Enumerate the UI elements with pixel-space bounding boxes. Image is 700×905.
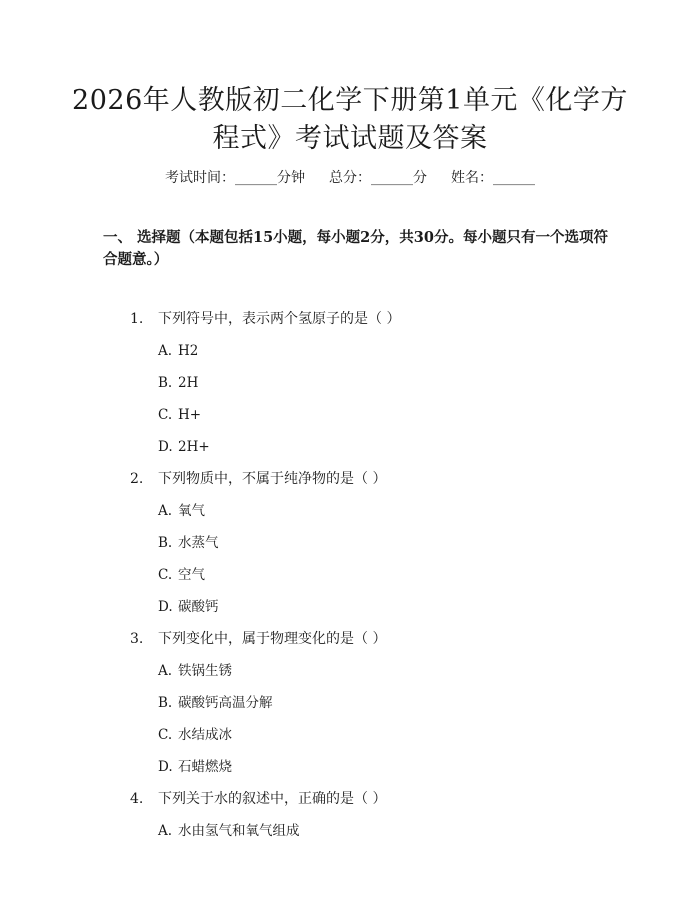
option-text: 碳酸钙高温分解 bbox=[178, 695, 273, 711]
option-letter: C. bbox=[158, 407, 173, 423]
section-instructions: 选择题（本题包括15小题，每小题2分，共30分。每小题只有一个选项符合题意。） bbox=[103, 229, 608, 268]
name-field: 姓名：______ bbox=[451, 170, 535, 186]
question-number: 3. bbox=[130, 631, 144, 647]
page-title: 2026年人教版初二化学下册第1单元《化学方程式》考试试题及答案 bbox=[72, 85, 628, 154]
question-number: 2. bbox=[130, 471, 144, 487]
option-3d bbox=[158, 757, 232, 777]
option-letter: B. bbox=[158, 375, 173, 391]
option-2c bbox=[158, 565, 205, 585]
option-text: 2H+ bbox=[178, 439, 210, 455]
section-heading bbox=[103, 227, 608, 271]
option-2b bbox=[158, 533, 219, 553]
option-1d bbox=[158, 437, 210, 457]
option-text: 氧气 bbox=[178, 503, 205, 519]
option-text: 2H bbox=[178, 375, 199, 391]
total-score-field: 总分：______分 bbox=[329, 170, 427, 186]
question-text: 下列物质中，不属于纯净物的是（ ） bbox=[158, 471, 387, 487]
option-4a bbox=[158, 821, 300, 841]
question-text: 下列符号中，表示两个氢原子的是（ ） bbox=[158, 311, 401, 327]
option-letter: A. bbox=[158, 503, 173, 519]
option-text: H2 bbox=[178, 343, 199, 359]
option-letter: D. bbox=[158, 439, 173, 455]
question-number: 1. bbox=[130, 311, 144, 327]
question-text: 下列关于水的叙述中，正确的是（ ） bbox=[158, 791, 387, 807]
option-text: 碳酸钙 bbox=[178, 599, 219, 615]
option-letter: A. bbox=[158, 343, 173, 359]
option-text: 水由氢气和氧气组成 bbox=[178, 823, 300, 839]
option-letter: D. bbox=[158, 599, 173, 615]
option-letter: C. bbox=[158, 727, 173, 743]
question-1 bbox=[130, 309, 400, 329]
option-letter: D. bbox=[158, 759, 173, 775]
option-text: 石蜡燃烧 bbox=[178, 759, 232, 775]
option-text: 铁锅生锈 bbox=[178, 663, 232, 679]
option-2d bbox=[158, 597, 219, 617]
option-text: 水蒸气 bbox=[178, 535, 219, 551]
option-1c bbox=[158, 405, 201, 425]
option-2a bbox=[158, 501, 205, 521]
option-3c bbox=[158, 725, 232, 745]
option-letter: C. bbox=[158, 567, 173, 583]
option-3a bbox=[158, 661, 232, 681]
option-1a bbox=[158, 341, 198, 361]
option-letter: B. bbox=[158, 535, 173, 551]
question-2 bbox=[130, 469, 386, 489]
option-text: 空气 bbox=[178, 567, 205, 583]
exam-info bbox=[0, 168, 700, 188]
question-number: 4. bbox=[130, 791, 144, 807]
option-letter: B. bbox=[158, 695, 173, 711]
option-text: H+ bbox=[178, 407, 202, 423]
section-number: 一、 bbox=[103, 229, 132, 246]
option-1b bbox=[158, 373, 198, 393]
option-letter: A. bbox=[158, 663, 173, 679]
exam-time-field: 考试时间：______分钟 bbox=[165, 170, 305, 186]
option-3b bbox=[158, 693, 273, 713]
question-4 bbox=[130, 789, 386, 809]
option-letter: A. bbox=[158, 823, 173, 839]
option-text: 水结成冰 bbox=[178, 727, 232, 743]
question-3 bbox=[130, 629, 386, 649]
question-text: 下列变化中，属于物理变化的是（ ） bbox=[158, 631, 387, 647]
